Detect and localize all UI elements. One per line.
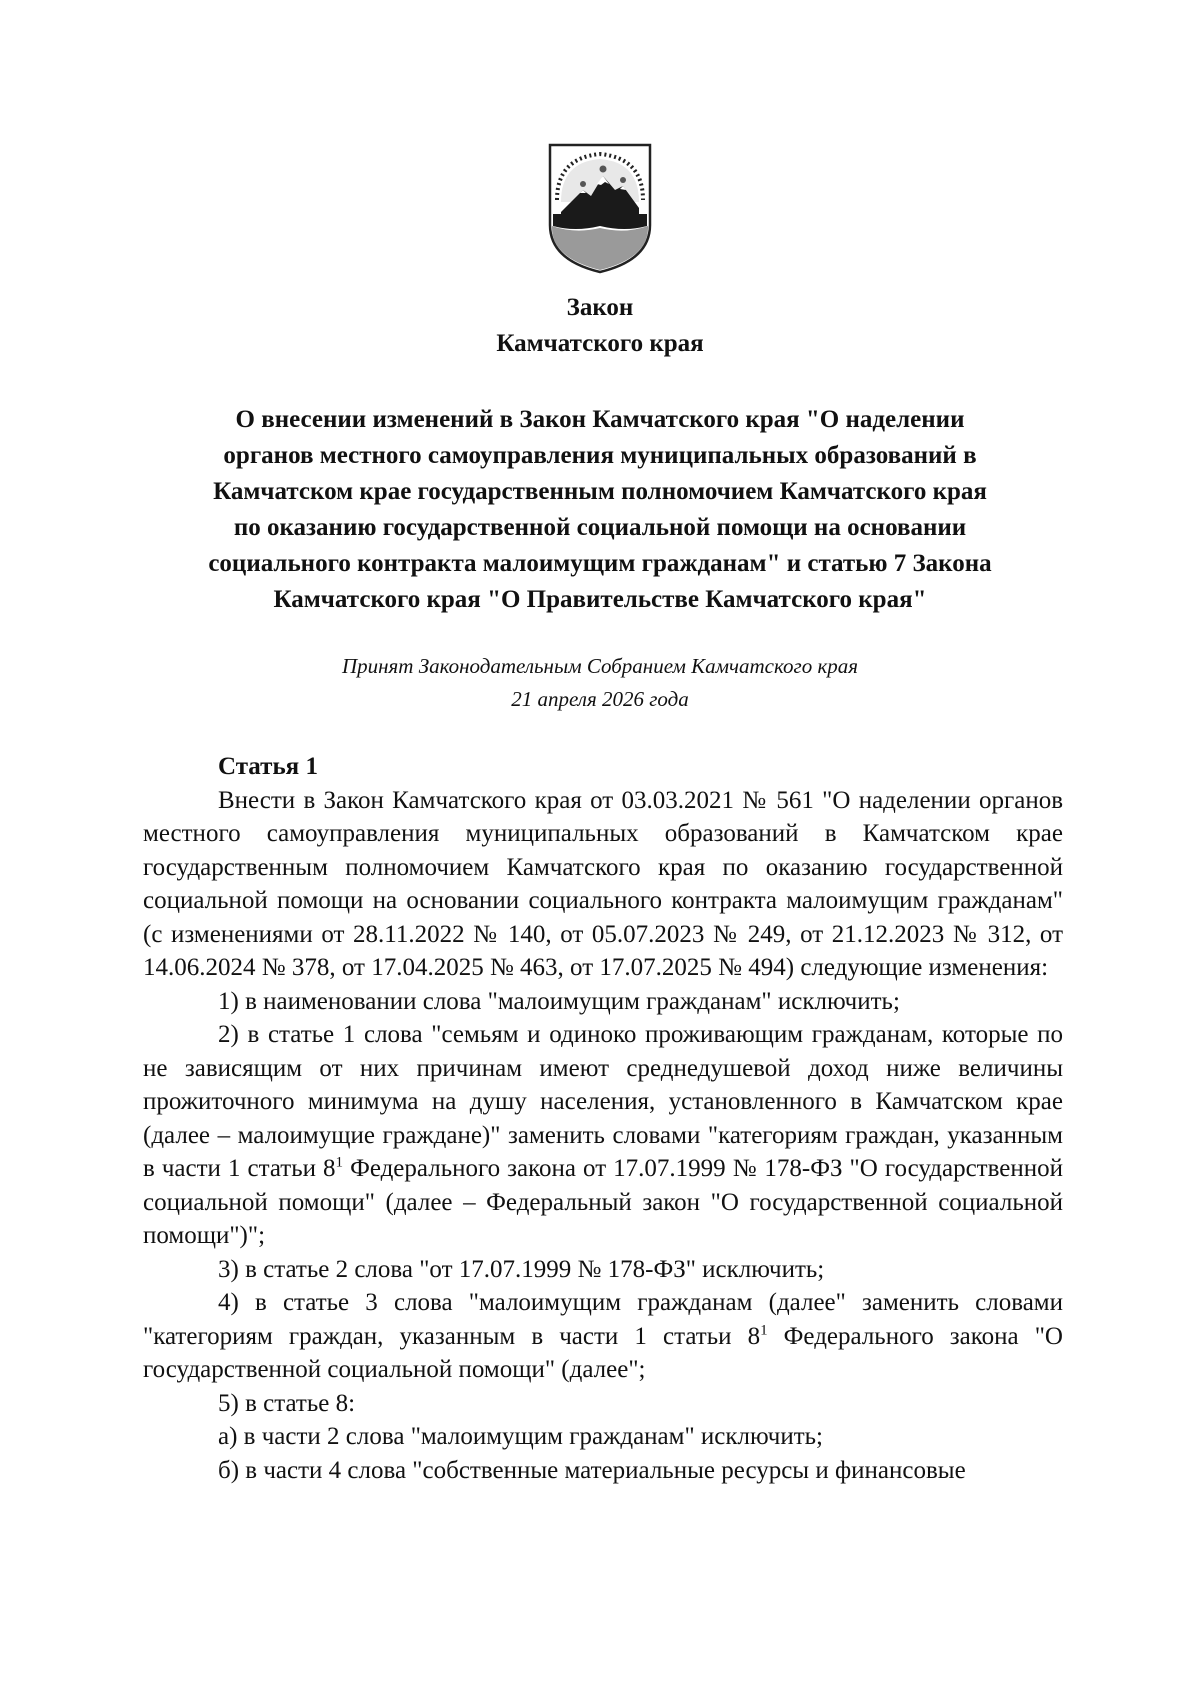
kamchatka-coat-of-arms-icon (545, 140, 655, 275)
adoption-date: 21 апреля 2026 года (511, 687, 689, 711)
title-line: Камчатском крае государственным полномочием Камчатского края (213, 478, 987, 505)
superscript: 1 (760, 1322, 768, 1339)
law-region: Камчатского края (496, 330, 704, 357)
article-intro: Внести в Закон Камчатского края от 03.03.2021 № 561 "О наделении органов местного самоуправления муниципальных образований в Камчатском крае государственным полномочием Камчатского края по оказанию государственной социальной помощи на основании социального контракта малоимущим гражданам" (с изменениями от 28.11.2022 № 140, от 05.07.2023 № 249, от 21.12.2023 № 312, от 14.06.2024 № 378, от 17.04.2025 № 463, от 17.07.2025 № 494) следующие изменения: (143, 786, 1063, 981)
title-line: О внесении изменений в Закон Камчатского края "О наделении (235, 406, 965, 433)
law-title (140, 402, 1060, 618)
title-line: органов местного самоуправления муниципальных образований в (223, 442, 977, 469)
list-item: а) в части 2 слова "малоимущим гражданам" исключить; (218, 1423, 823, 1450)
list-item (143, 1018, 1063, 1253)
list-item (143, 1286, 1063, 1387)
superscript: 1 (335, 1154, 344, 1171)
list-item: 1) в наименовании слова "малоимущим гражданам" исключить; (218, 987, 900, 1015)
title-line: социального контракта малоимущим гражданам" и статью 7 Закона (208, 550, 992, 577)
item-text: Федерального закона от 17.07.1999 № 178-ФЗ "О государственной социальной помощи" (далее – Федеральный закон "О государственной социальной помощи")"; (143, 1155, 1064, 1249)
adoption-body: Принят Законодательным Собранием Камчатского края (341, 654, 859, 678)
title-line: по оказанию государственной социальной помощи на основании (233, 514, 967, 541)
adoption-note (140, 650, 1060, 716)
item-text: 4) в статье 3 слова "малоимущим гражданам (далее" заменить словами "категориям граждан, указанным в части 1 статьи 8 (143, 1289, 1063, 1350)
article-body (143, 750, 1063, 1487)
item-text: 2) в статье 1 слова "семьям и одиноко проживающим гражданам, которые по не зависящим от них причинам имеют среднедушевой доход ниже величины прожиточного минимума на душу населения, установленного в Камчатском крае (далее – малоимущие граждане)" заменить словами "категориям граждан, указанным в части 1 статьи 8 (143, 1021, 1063, 1182)
item-text: Федерального закона "О государственной социальной помощи" (далее"; (143, 1322, 1063, 1383)
list-item: 5) в статье 8: (218, 1389, 356, 1417)
law-header (140, 290, 1060, 362)
law-word: Закон (566, 294, 634, 321)
title-line: Камчатского края "О Правительстве Камчатского края" (273, 586, 927, 613)
list-item: б) в части 4 слова "собственные материальные ресурсы и финансовые (218, 1456, 966, 1484)
list-item: 3) в статье 2 слова "от 17.07.1999 № 178-ФЗ" исключить; (218, 1255, 825, 1283)
article-title: Статья 1 (218, 753, 318, 780)
